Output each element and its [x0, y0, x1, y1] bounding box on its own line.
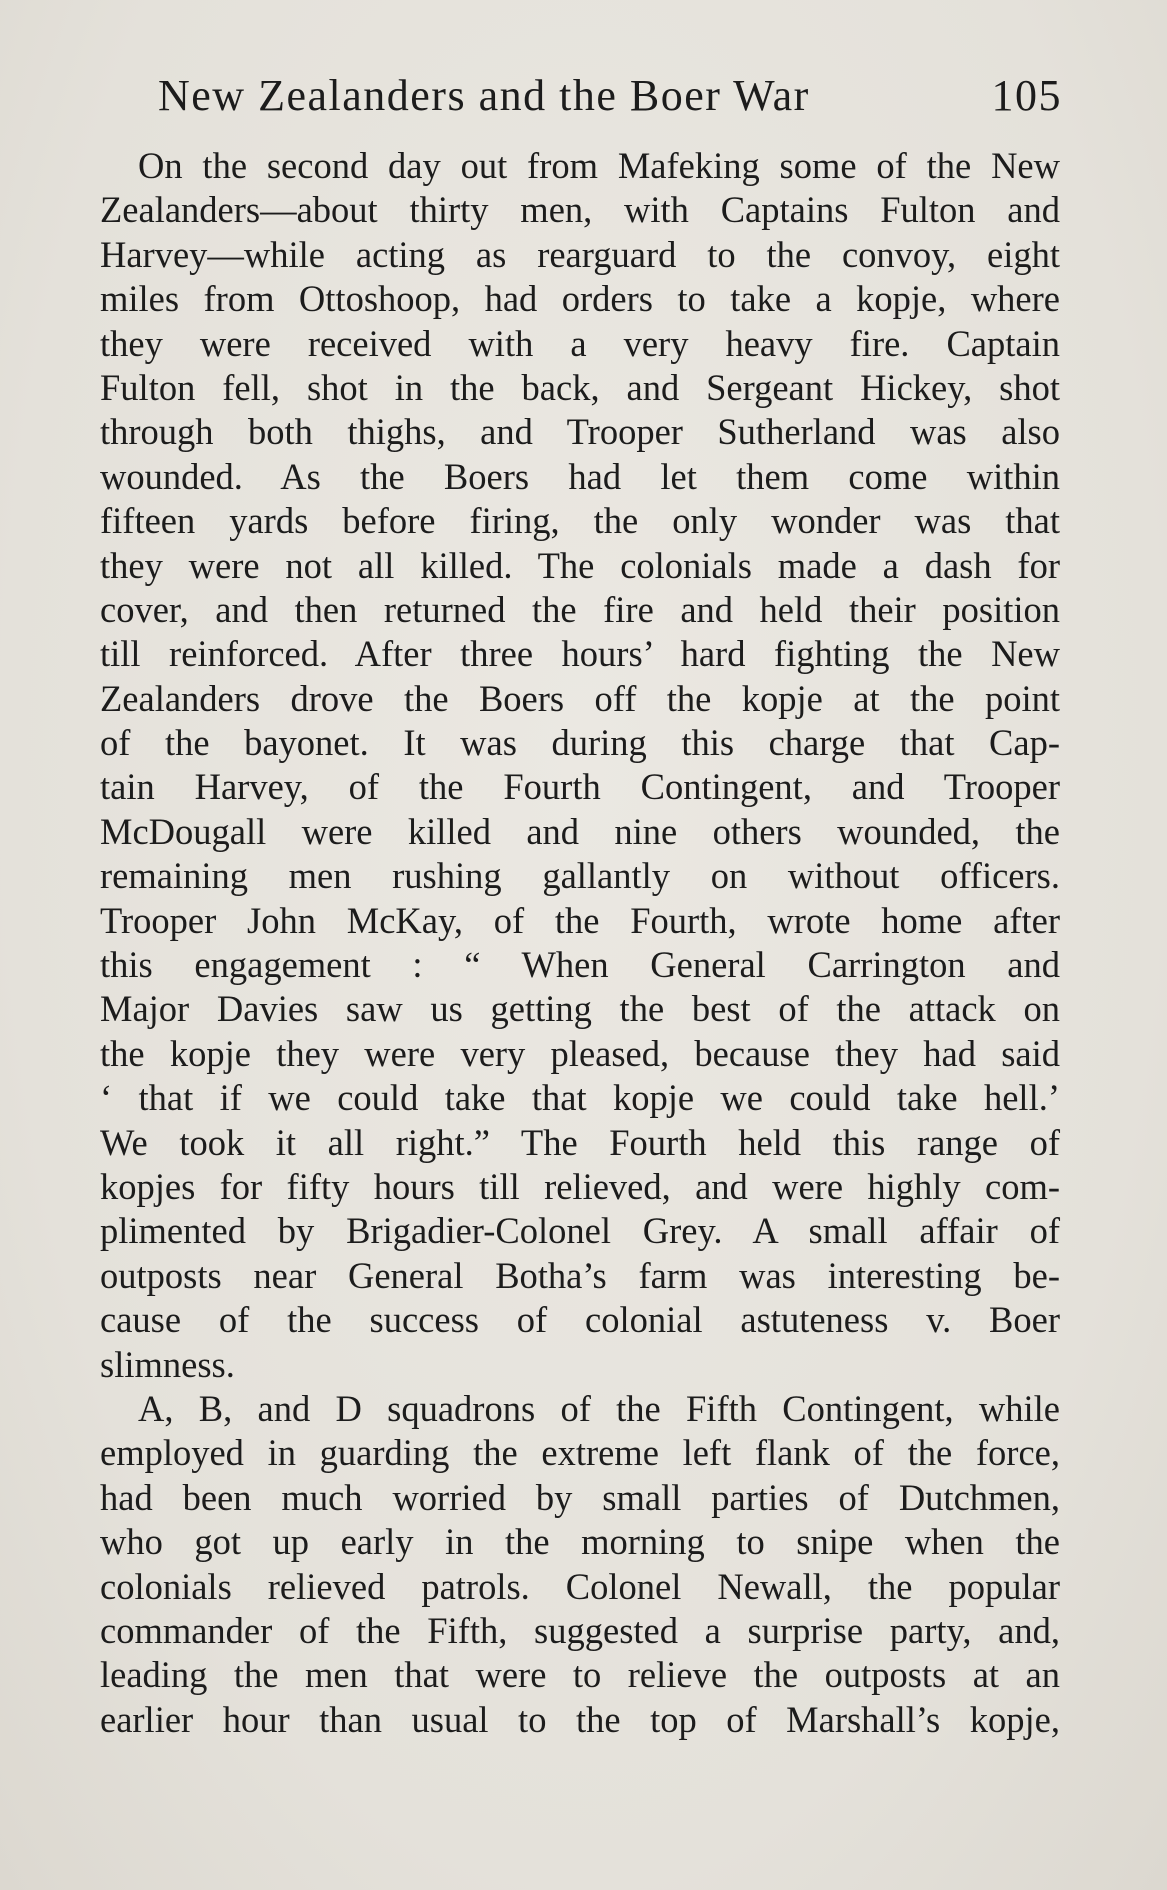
text-line: McDougall were killed and nine others wounded, the — [100, 810, 1060, 852]
text-line: of the bayonet. It was during this charge that Cap- — [100, 722, 1060, 764]
text-line: earlier hour than usual to the top of Marshall’s kopje, — [100, 1698, 1060, 1740]
text-line: this engagement : “ When General Carrington and — [100, 944, 1060, 986]
text-line: remaining men rushing gallantly on without officers. — [100, 855, 1060, 897]
text-line: wounded. As the Boers had let them come within — [100, 455, 1060, 497]
text-line: Harvey—while acting as rearguard to the convoy, eight — [100, 233, 1060, 275]
text-line: Trooper John McKay, of the Fourth, wrote home after — [100, 899, 1060, 941]
text-line: fifteen yards before firing, the only wonder was that — [100, 500, 1060, 542]
text-line: We took it all right.” The Fourth held this range of — [100, 1121, 1060, 1163]
running-title: New Zealanders and the Boer War — [158, 71, 810, 120]
text-line: tain Harvey, of the Fourth Contingent, and Trooper — [100, 766, 1060, 808]
text-line: who got up early in the morning to snipe when the — [100, 1521, 1060, 1563]
text-line: On the second day out from Mafeking some of the New — [138, 145, 1060, 186]
text-line: Major Davies saw us getting the best of the attack on — [100, 988, 1060, 1030]
text-line: Zealanders drove the Boers off the kopje at the point — [100, 677, 1060, 719]
paragraph-2 — [100, 1387, 1060, 1742]
text-line: Zealanders—about thirty men, with Captains Fulton and — [100, 189, 1060, 231]
text-line: plimented by Brigadier-Colonel Grey. A small affair of — [100, 1210, 1060, 1252]
text-line: miles from Ottoshoop, had orders to take a kopje, where — [100, 278, 1060, 320]
text-line: they were received with a very heavy fire. Captain — [100, 322, 1060, 364]
text-line: the kopje they were very pleased, because they had said — [100, 1032, 1060, 1074]
running-head — [158, 70, 1062, 130]
text-line: employed in guarding the extreme left flank of the force, — [100, 1432, 1060, 1474]
text-line: colonials relieved patrols. Colonel Newall, the popular — [100, 1565, 1060, 1607]
text-line: had been much worried by small parties of Dutchmen, — [100, 1476, 1060, 1518]
text-line: leading the men that were to relieve the outposts at an — [100, 1654, 1060, 1696]
text-line: cause of the success of colonial astuteness v. Boer — [100, 1299, 1060, 1341]
text-line: through both thighs, and Trooper Sutherland was also — [100, 411, 1060, 453]
text-line: slimness. — [100, 1343, 235, 1385]
text-line: cover, and then returned the fire and held their position — [100, 588, 1060, 630]
text-line: ‘ that if we could take that kopje we could take hell.’ — [100, 1077, 1060, 1119]
text-line: A, B, and D squadrons of the Fifth Contingent, while — [138, 1387, 1060, 1429]
page-number: 105 — [991, 71, 1062, 120]
text-line: commander of the Fifth, suggested a surprise party, and, — [100, 1609, 1060, 1651]
paragraph-1 — [100, 144, 1060, 1387]
text-line: they were not all killed. The colonials made a dash for — [100, 544, 1060, 586]
body-text — [100, 144, 1060, 1742]
text-line: till reinforced. After three hours’ hard fighting the New — [100, 633, 1060, 675]
text-line: outposts near General Botha’s farm was interesting be- — [100, 1254, 1060, 1296]
text-line: Fulton fell, shot in the back, and Sergeant Hickey, shot — [100, 366, 1060, 408]
text-line: kopjes for fifty hours till relieved, and were highly com- — [100, 1165, 1060, 1207]
